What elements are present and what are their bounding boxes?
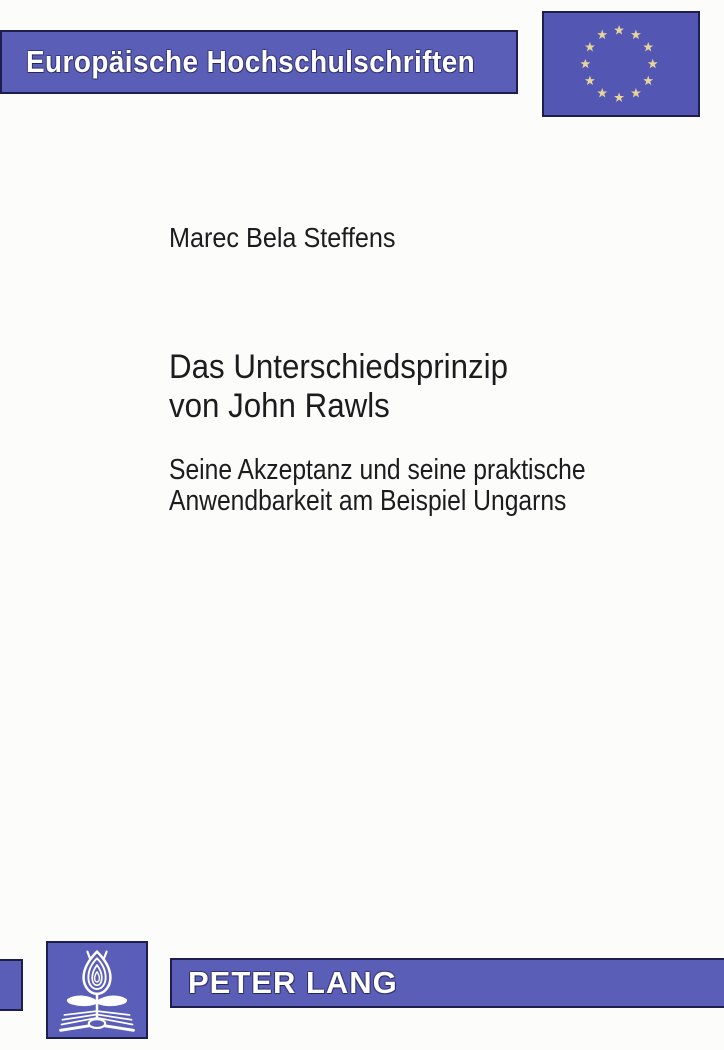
author-name: Marec Bela Steffens xyxy=(169,222,396,253)
publisher-banner xyxy=(170,958,724,1008)
publisher-name: PETER LANG xyxy=(188,965,398,1000)
book-title xyxy=(169,348,538,426)
peter-lang-logo-icon xyxy=(46,941,148,1039)
book-subtitle xyxy=(169,455,659,517)
series-banner xyxy=(0,30,518,94)
spine-band-fragment xyxy=(0,959,23,1011)
subtitle-line-1: Seine Akzeptanz und seine praktische xyxy=(169,454,586,486)
series-title: Europäische Hochschulschriften xyxy=(26,44,476,79)
subtitle-line-2: Anwendbarkeit am Beispiel Ungarns xyxy=(169,485,567,517)
eu-flag-stars xyxy=(544,13,698,115)
title-line-1: Das Unterschiedsprinzip xyxy=(169,348,509,386)
title-line-2: von John Rawls xyxy=(169,387,390,425)
eu-flag-icon xyxy=(542,11,700,117)
